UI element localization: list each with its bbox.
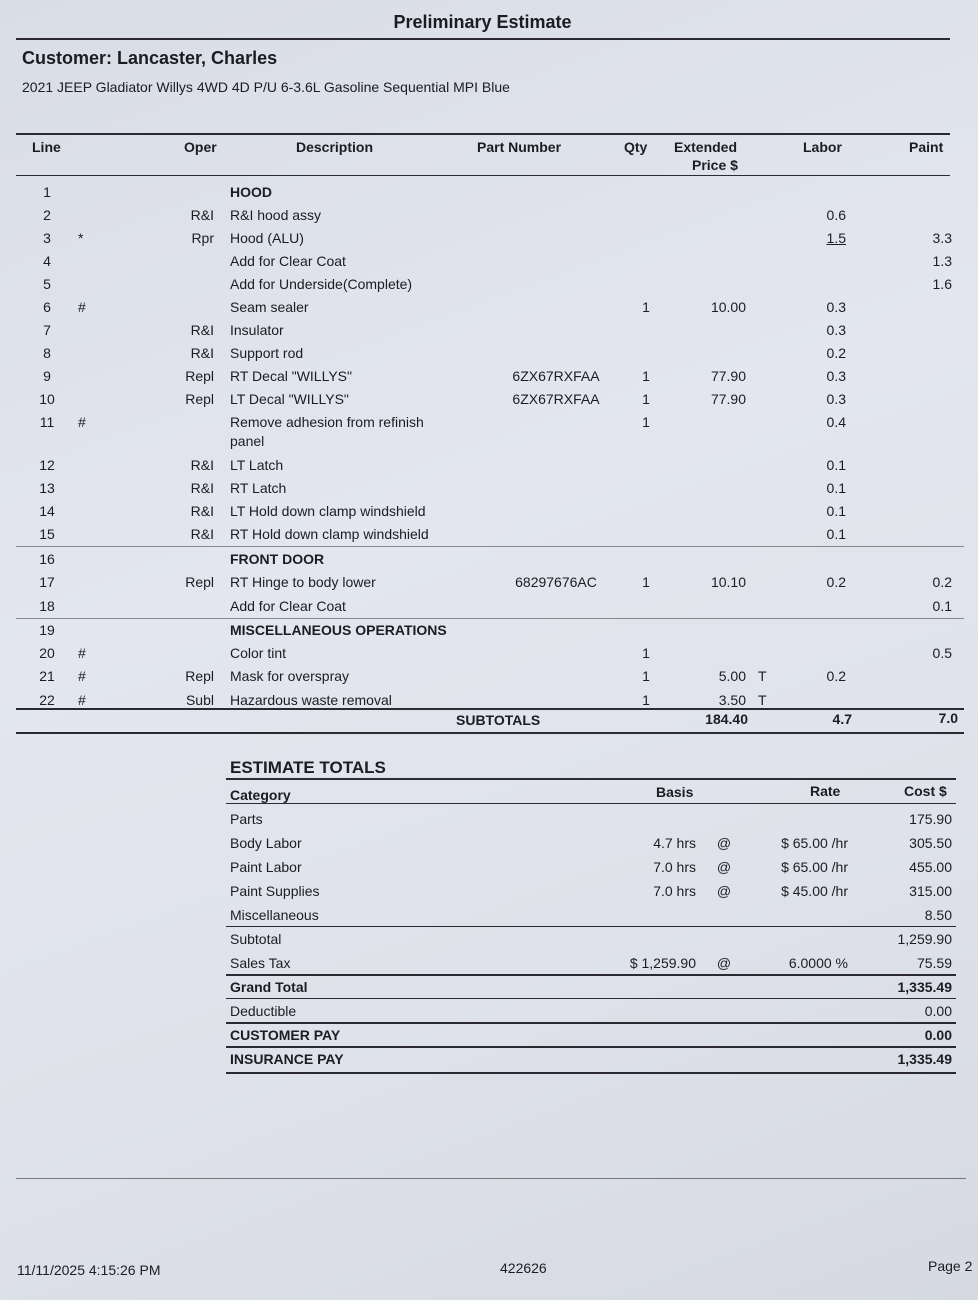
totals-bottom-rule [226, 1072, 956, 1074]
totals-rate: 6.0000 % [788, 955, 848, 971]
totals-category: Sales Tax [230, 955, 291, 971]
section-row [16, 180, 964, 203]
footer-timestamp: 11/11/2025 4:15:26 PM [17, 1262, 161, 1278]
table-row [16, 453, 964, 476]
line-extended-price: 5.00 [718, 668, 746, 684]
line-number: 21 [39, 668, 55, 684]
totals-row [228, 926, 954, 950]
line-labor: 0.1 [826, 480, 846, 496]
totals-row [228, 974, 954, 998]
totals-category: INSURANCE PAY [230, 1051, 344, 1067]
line-description: Add for Underside(Complete) [230, 276, 413, 292]
line-description: R&I hood assy [230, 207, 322, 223]
line-quantity: 1 [642, 368, 650, 384]
line-labor: 1.5 [826, 230, 846, 246]
line-description-continued: panel [230, 433, 265, 449]
totals-basis: 4.7 hrs [653, 835, 696, 851]
totals-category: Deductible [230, 1003, 297, 1019]
section-row [16, 547, 964, 570]
totals-row [228, 854, 954, 878]
line-extended-price: 77.90 [710, 368, 746, 384]
totals-row [228, 998, 954, 1022]
line-quantity: 1 [642, 414, 650, 430]
header-description: Description [296, 139, 374, 155]
line-quantity: 1 [642, 574, 650, 590]
line-part-number: 68297676AC [515, 574, 597, 590]
totals-header-category: Category [230, 787, 291, 803]
line-paint: 0.2 [932, 574, 952, 590]
line-operation: R&I [190, 526, 214, 542]
totals-row [228, 1046, 954, 1070]
line-description: RT Decal "WILLYS" [230, 368, 352, 384]
table-row [16, 341, 964, 364]
line-quantity: 1 [642, 692, 650, 708]
subtotals-label: SUBTOTALS [456, 712, 541, 728]
table-row [16, 476, 964, 499]
line-number: 5 [43, 276, 51, 292]
line-number: 22 [39, 692, 55, 708]
totals-rate: $ 45.00 /hr [781, 883, 848, 899]
line-description: Add for Clear Coat [230, 598, 346, 614]
line-paint: 0.5 [932, 645, 952, 661]
line-labor: 0.1 [826, 503, 846, 519]
line-description: RT Latch [230, 480, 287, 496]
line-number: 9 [43, 368, 51, 384]
table-row [16, 410, 964, 449]
line-operation: R&I [190, 457, 214, 473]
totals-category: Paint Supplies [230, 883, 320, 899]
line-number: 19 [39, 622, 55, 638]
line-flag: # [78, 645, 86, 661]
line-tax-flag: T [758, 668, 767, 684]
line-number: 13 [39, 480, 55, 496]
line-number: 1 [43, 184, 51, 200]
line-description: LT Hold down clamp windshield [230, 503, 426, 519]
table-row [16, 641, 964, 664]
line-description: LT Decal "WILLYS" [230, 391, 349, 407]
table-row [16, 499, 964, 522]
line-flag: * [78, 230, 84, 246]
header-price: Price $ [692, 157, 738, 173]
line-quantity: 1 [642, 391, 650, 407]
totals-category: CUSTOMER PAY [230, 1027, 341, 1043]
line-description: FRONT DOOR [230, 551, 325, 567]
totals-cost: 305.50 [909, 835, 952, 851]
totals-at-sign: @ [716, 883, 732, 899]
line-extended-price: 3.50 [718, 692, 746, 708]
vehicle-description: 2021 JEEP Gladiator Willys 4WD 4D P/U 6-3.6L Gasoline Sequential MPI Blue [22, 79, 510, 95]
line-number: 11 [39, 414, 55, 430]
line-labor: 0.6 [826, 207, 846, 223]
line-number: 7 [43, 322, 51, 338]
totals-row [228, 950, 954, 974]
line-description: Mask for overspray [230, 668, 350, 684]
line-description: RT Hinge to body lower [230, 574, 376, 590]
header-qty: Qty [624, 139, 648, 155]
line-labor: 0.3 [826, 322, 846, 338]
totals-row [228, 830, 954, 854]
line-extended-price: 77.90 [710, 391, 746, 407]
line-description: Support rod [230, 345, 304, 361]
line-description: HOOD [230, 184, 272, 200]
line-number: 8 [43, 345, 51, 361]
header-paint: Paint [909, 139, 944, 155]
subtotal-top-rule [16, 708, 964, 710]
totals-cost: 0.00 [924, 1027, 952, 1043]
line-operation: Repl [185, 574, 214, 590]
line-operation: Repl [185, 391, 214, 407]
table-header-top-rule [16, 133, 950, 135]
line-paint: 3.3 [932, 230, 952, 246]
totals-cost: 175.90 [909, 811, 952, 827]
totals-at-sign: @ [716, 955, 732, 971]
table-row [16, 226, 964, 249]
line-part-number: 6ZX67RXFAA [512, 368, 600, 384]
totals-header-basis: Basis [656, 784, 694, 800]
totals-category: Parts [230, 811, 263, 827]
totals-cost: 455.00 [909, 859, 952, 875]
footer-page-number: Page 2 [928, 1258, 973, 1274]
subtotal-bottom-rule [16, 732, 964, 734]
totals-cost: 8.50 [924, 907, 952, 923]
line-operation: R&I [190, 480, 214, 496]
line-number: 3 [43, 230, 51, 246]
totals-row [228, 806, 954, 830]
totals-category: Paint Labor [230, 859, 302, 875]
line-labor: 0.3 [826, 299, 846, 315]
line-quantity: 1 [642, 645, 650, 661]
totals-row [228, 902, 954, 926]
table-row [16, 249, 964, 272]
line-number: 15 [39, 526, 55, 542]
totals-cost: 75.59 [916, 955, 952, 971]
line-labor: 0.3 [826, 368, 846, 384]
line-part-number: 6ZX67RXFAA [512, 391, 600, 407]
line-labor: 0.3 [826, 391, 846, 407]
line-operation: R&I [190, 345, 214, 361]
line-flag: # [78, 299, 86, 315]
totals-category: Body Labor [230, 835, 302, 851]
line-labor: 0.4 [826, 414, 846, 430]
line-number: 12 [39, 457, 55, 473]
totals-header-cost: Cost $ [904, 783, 947, 799]
line-operation: R&I [190, 503, 214, 519]
subtotals-labor: 4.7 [832, 711, 852, 727]
line-extended-price: 10.00 [710, 299, 746, 315]
header-oper: Oper [184, 139, 217, 155]
totals-header-rule [226, 803, 956, 804]
totals-heading-rule [226, 778, 956, 780]
line-quantity: 1 [642, 299, 650, 315]
totals-basis: 7.0 hrs [653, 859, 696, 875]
line-number: 18 [39, 598, 55, 614]
line-description: Color tint [230, 645, 287, 661]
line-labor: 0.1 [826, 526, 846, 542]
table-row [16, 318, 964, 341]
line-description: RT Hold down clamp windshield [230, 526, 429, 542]
totals-cost: 315.00 [909, 883, 952, 899]
section-row [16, 618, 964, 641]
line-paint: 0.1 [932, 598, 952, 614]
header-labor: Labor [803, 139, 842, 155]
table-header-bottom-rule [16, 175, 950, 176]
table-row [16, 570, 964, 593]
totals-cost: 1,259.90 [897, 931, 952, 947]
footer-estimate-id: 422626 [500, 1260, 547, 1276]
line-operation: Repl [185, 668, 214, 684]
line-operation: R&I [190, 207, 214, 223]
line-quantity: 1 [642, 668, 650, 684]
header-extended: Extended [674, 139, 738, 155]
totals-row [228, 1022, 954, 1046]
line-flag: # [78, 692, 86, 708]
page-title: Preliminary Estimate [393, 12, 572, 32]
line-flag: # [78, 414, 86, 430]
line-number: 2 [43, 207, 51, 223]
totals-rate: $ 65.00 /hr [781, 835, 848, 851]
header-part-number: Part Number [477, 139, 562, 155]
line-labor: 0.2 [826, 574, 846, 590]
totals-row [228, 878, 954, 902]
customer-name: Customer: Lancaster, Charles [22, 48, 278, 68]
line-description: Insulator [230, 322, 284, 338]
totals-category: Subtotal [230, 931, 282, 947]
line-number: 6 [43, 299, 51, 315]
totals-at-sign: @ [716, 835, 732, 851]
line-number: 16 [39, 551, 55, 567]
title-rule [16, 38, 950, 40]
estimate-totals-heading: ESTIMATE TOTALS [230, 758, 386, 777]
totals-category: Grand Total [230, 979, 308, 995]
totals-cost: 1,335.49 [897, 1051, 952, 1067]
totals-cost: 0.00 [924, 1003, 952, 1019]
totals-at-sign: @ [716, 859, 732, 875]
line-paint: 1.3 [932, 253, 952, 269]
line-description: Hazardous waste removal [230, 692, 392, 708]
line-description: MISCELLANEOUS OPERATIONS [230, 622, 447, 638]
totals-basis: $ 1,259.90 [629, 955, 696, 971]
table-row [16, 594, 964, 617]
line-operation: Subl [185, 692, 214, 708]
line-labor: 0.1 [826, 457, 846, 473]
line-labor: 0.2 [826, 345, 846, 361]
line-description: Hood (ALU) [230, 230, 304, 246]
line-tax-flag: T [758, 692, 767, 708]
totals-header-rate: Rate [810, 783, 841, 799]
table-row [16, 664, 964, 687]
line-number: 4 [43, 253, 51, 269]
table-row [16, 364, 964, 387]
line-operation: R&I [190, 322, 214, 338]
line-number: 14 [39, 503, 55, 519]
line-description: Seam sealer [230, 299, 309, 315]
line-description: LT Latch [230, 457, 284, 473]
line-description: Add for Clear Coat [230, 253, 346, 269]
line-paint: 1.6 [932, 276, 952, 292]
line-labor: 0.2 [826, 668, 846, 684]
subtotals-price: 184.40 [705, 711, 748, 727]
footer-rule [16, 1178, 966, 1179]
totals-cost: 1,335.49 [897, 979, 952, 995]
totals-rate: $ 65.00 /hr [781, 859, 848, 875]
table-row [16, 272, 964, 295]
line-number: 20 [39, 645, 55, 661]
table-row [16, 203, 964, 226]
line-operation: Rpr [191, 230, 214, 246]
line-operation: Repl [185, 368, 214, 384]
line-extended-price: 10.10 [710, 574, 746, 590]
table-row [16, 387, 964, 410]
header-line: Line [32, 139, 61, 155]
table-row [16, 522, 964, 545]
line-number: 10 [39, 391, 55, 407]
subtotals-paint: 7.0 [938, 710, 958, 726]
totals-category: Miscellaneous [230, 907, 319, 923]
totals-basis: 7.0 hrs [653, 883, 696, 899]
table-row [16, 295, 964, 318]
line-number: 17 [39, 574, 55, 590]
line-flag: # [78, 668, 86, 684]
line-description: Remove adhesion from refinish [230, 414, 424, 430]
